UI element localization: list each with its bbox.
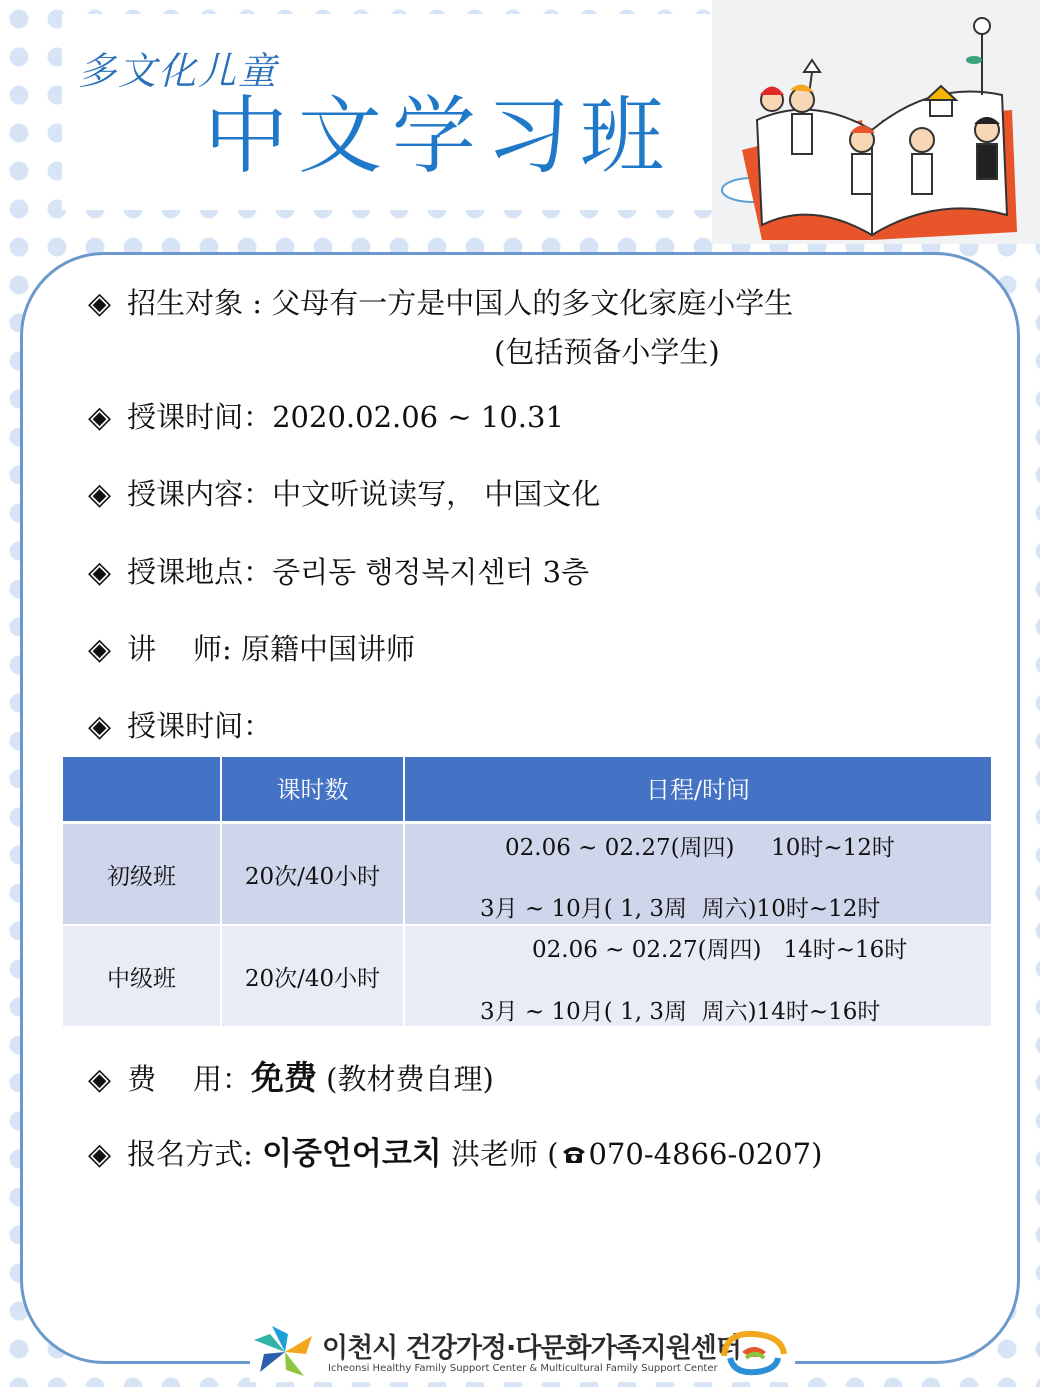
schedule-table (63, 757, 991, 1028)
page-title: 中文学习班 (204, 87, 675, 185)
hours-cell: 20次/40小时 (222, 824, 405, 926)
table-header: 日程/时间 (405, 757, 991, 824)
apply-phone: 070-4866-0207) (588, 1137, 823, 1171)
pinwheel-logo-icon (252, 1324, 318, 1380)
level-cell: 初级班 (63, 824, 222, 926)
fee-note: (教材费自理) (316, 1062, 494, 1096)
diamond-bullet-icon: ◈ (88, 477, 112, 512)
diamond-bullet-icon: ◈ (88, 1062, 112, 1097)
header (62, 14, 712, 210)
center-name: 이천시 건강가정·다문화가족지원센터 (322, 1333, 741, 1364)
schedule-line: 02.06 ~ 02.27(周四) 10时~12时 (505, 835, 895, 861)
period-value: 2020.02.06 ~ 10.31 (272, 400, 564, 434)
item-place (88, 555, 589, 591)
schedule-cell (405, 926, 991, 1028)
item-teacher (88, 632, 415, 668)
subtitle: 多文化儿童 (78, 49, 279, 93)
teacher-value: 原籍中国讲师 (240, 632, 415, 666)
item-fee (88, 1058, 494, 1098)
table-header-row (63, 757, 991, 824)
children-book-illustration (712, 0, 1040, 244)
apply-label: 报名方式: (127, 1137, 263, 1171)
book-children-icon (712, 0, 1040, 244)
content-label: 授课内容： (127, 477, 273, 511)
teacher-label: 讲 师: (127, 632, 241, 666)
target-value-line2: (包括预备小学生) (494, 335, 720, 369)
diamond-bullet-icon: ◈ (88, 632, 112, 667)
target-value: 父母有一方是中国人的多文化家庭小学生 (271, 286, 794, 320)
schedule-line: 02.06 ~ 02.27(周四) 14时~16时 (532, 937, 908, 963)
diamond-bullet-icon: ◈ (88, 555, 112, 590)
schedule-label: 授课时间： (127, 709, 273, 743)
phone-icon (561, 1137, 587, 1172)
period-label: 授课时间： (127, 400, 273, 434)
content-value: 中文听说读写， 中国文化 (272, 477, 601, 511)
fee-value: 免费 (250, 1058, 317, 1097)
target-label: 招生对象 : (127, 286, 272, 320)
table-header (63, 757, 222, 824)
diamond-bullet-icon: ◈ (88, 1137, 112, 1172)
table-row (63, 926, 991, 1028)
table-header: 课时数 (222, 757, 405, 824)
apply-value: 이중언어코치 (262, 1136, 442, 1172)
place-value: 중리동 행정복지센터 3층 (272, 555, 590, 589)
item-content (88, 477, 600, 513)
diamond-bullet-icon: ◈ (88, 286, 112, 321)
diamond-bullet-icon: ◈ (88, 709, 112, 744)
center-english-name: Icheonsi Healthy Family Support Center & Multicultural Family Support Center (328, 1363, 718, 1374)
hours-cell: 20次/40小时 (222, 926, 405, 1028)
schedule-line: 3月 ~ 10月( 1, 3周 周六)10时~12时 (480, 896, 881, 922)
item-period (88, 400, 564, 436)
item-apply (88, 1136, 822, 1175)
table-row (63, 824, 991, 926)
schedule-cell (405, 824, 991, 926)
schedule-line: 3月 ~ 10月( 1, 3周 周六)14时~16时 (480, 999, 881, 1025)
item-target (88, 286, 793, 322)
footer (0, 1322, 1040, 1382)
level-cell: 中级班 (63, 926, 222, 1028)
fee-label: 费 用： (127, 1062, 251, 1096)
place-label: 授课地点： (127, 555, 273, 589)
item-schedule (88, 709, 272, 745)
apply-contact: 洪老师 ( (441, 1137, 559, 1171)
diamond-bullet-icon: ◈ (88, 400, 112, 435)
family-swirl-logo-icon (716, 1328, 792, 1378)
